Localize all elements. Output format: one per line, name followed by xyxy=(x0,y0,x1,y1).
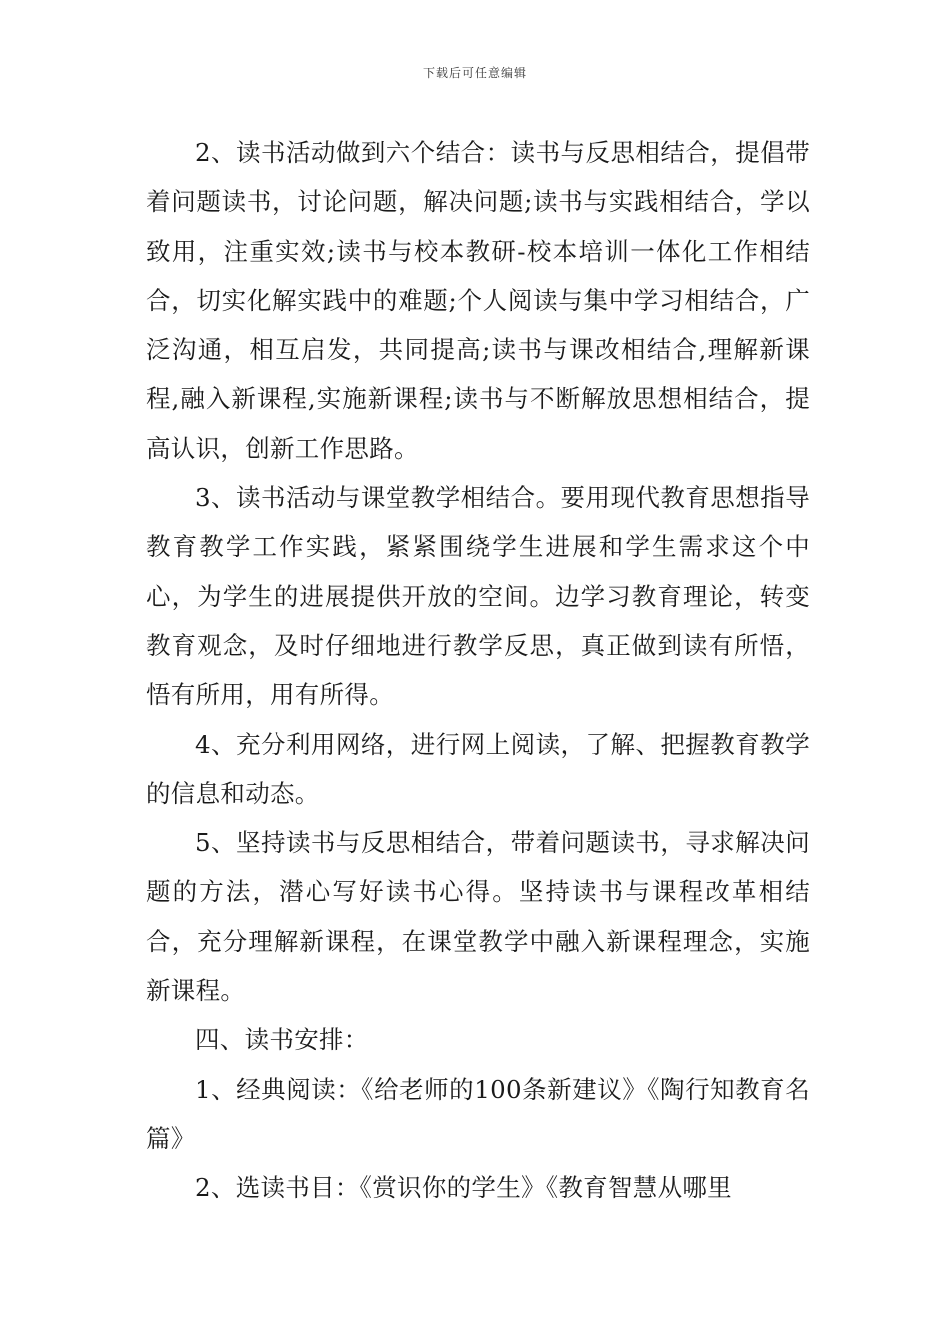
page-header: 下载后可任意编辑 xyxy=(422,66,527,80)
paragraph-reflection: 5、坚持读书与反思相结合，带着问题读书，寻求解决问题的方法，潜心写好读书心得。坚持读书与课程改革相结合，充分理解新课程，在课堂教学中融入新课程理念，实施新课程。 xyxy=(146,828,810,1006)
paragraph-classic-reading: 1、经典阅读：《给老师的100条新建议》《陶行知教育名篇》 xyxy=(146,1074,810,1153)
paragraph-selected-books: 2、选读书目：《赏识你的学生》《教育智慧从哪里 xyxy=(195,1173,732,1203)
section-heading-reading-plan: 四、读书安排： xyxy=(195,1025,369,1055)
paragraph-reading-combinations: 2、读书活动做到六个结合：读书与反思相结合，提倡带着问题读书，讨论问题，解决问题;读书与实践相结合，学以致用，注重实效;读书与校本教研-校本培训一体化工作相结合，切实化解实践中的难题;个人阅读与集中学习相结合，广泛沟通，相互启发，共同提高;读书与课改相结合,理解新课程,融入新课程,实施新课程;读书与不断解放思想相结合，提高认识，创新工作思路。 xyxy=(146,138,810,463)
document-body xyxy=(146,128,810,1213)
paragraph-online-reading: 4、充分利用网络，进行网上阅读，了解、把握教育教学的信息和动态。 xyxy=(146,729,810,808)
paragraph-classroom-teaching: 3、读书活动与课堂教学相结合。要用现代教育思想指导教育教学工作实践，紧紧围绕学生进展和学生需求这个中心，为学生的进展提供开放的空间。边学习教育理论，转变教育观念，及时仔细地进行教学反思，真正做到读有所悟，悟有所用，用有所得。 xyxy=(146,483,810,710)
